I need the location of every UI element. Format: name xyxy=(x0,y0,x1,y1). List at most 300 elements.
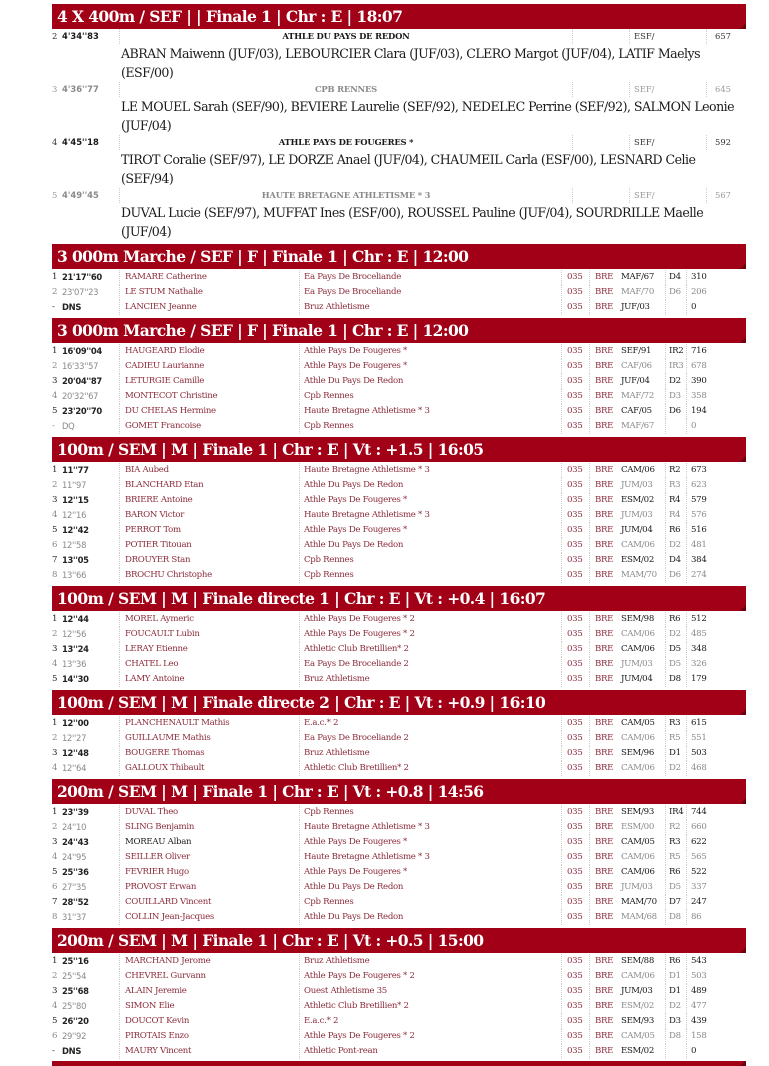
club-name[interactable]: Haute Bretagne Athletisme * 3 xyxy=(300,404,562,419)
time: 4'34''83 xyxy=(60,29,120,44)
time: 20'32''67 xyxy=(60,389,120,404)
level: D8 xyxy=(666,672,687,687)
points: 678 xyxy=(691,361,707,371)
category: SEF/ xyxy=(630,188,707,203)
points: 503 xyxy=(691,971,707,981)
league: BRE xyxy=(595,971,614,981)
club-name[interactable]: Athle Pays De Fougeres * 2 xyxy=(300,969,562,984)
department: 035 xyxy=(562,1014,590,1029)
level: D2 xyxy=(666,999,687,1014)
club-name[interactable]: E.a.c.* 2 xyxy=(300,716,562,731)
club-name: ATHLE DU PAYS DE REDON xyxy=(120,29,573,44)
club-name[interactable]: Athle Pays De Fougeres * xyxy=(300,835,562,850)
category: MAM/70 xyxy=(618,895,666,910)
points: 477 xyxy=(691,1001,707,1011)
athlete-name[interactable]: LAMY Antoine xyxy=(120,672,300,687)
time: 27''35 xyxy=(60,880,120,895)
category: CAM/05 xyxy=(618,1029,666,1044)
department: 035 xyxy=(562,716,590,731)
league: BRE xyxy=(595,882,614,892)
club-name[interactable]: Athle Du Pays De Redon xyxy=(300,478,562,493)
department: 035 xyxy=(562,657,590,672)
athlete-name[interactable]: BOUGERE Thomas xyxy=(120,746,300,761)
table-row xyxy=(52,523,746,538)
table-row xyxy=(52,880,746,895)
athlete-name[interactable]: POTIER Titouan xyxy=(120,538,300,553)
table-row xyxy=(52,672,746,687)
league: BRE xyxy=(595,376,614,386)
level: R3 xyxy=(666,478,687,493)
athlete-name[interactable]: BRIERE Antoine xyxy=(120,493,300,508)
category: MAM/68 xyxy=(618,910,666,925)
time: 24''43 xyxy=(60,835,120,850)
league: BRE xyxy=(595,302,614,312)
athlete-name[interactable]: DU CHELAS Hermine xyxy=(120,404,300,419)
section-header: 200m / SEM | M | Finale 1 | Chr : E | Vt : +0.8 | 14:56 xyxy=(52,779,746,804)
league: BRE xyxy=(595,1031,614,1041)
rank: 7 xyxy=(52,555,58,565)
athlete-name[interactable]: CADIEU Laurianne xyxy=(120,359,300,374)
points: 660 xyxy=(691,822,707,832)
club-name[interactable]: Cpb Rennes xyxy=(300,419,562,434)
table-row xyxy=(52,508,746,523)
department: 035 xyxy=(562,523,590,538)
league: BRE xyxy=(595,912,614,922)
club-name[interactable]: Ea Pays De Broceliande 2 xyxy=(300,731,562,746)
relay-section xyxy=(52,4,746,241)
department: 035 xyxy=(562,1044,590,1059)
category: MAM/70 xyxy=(618,568,666,583)
table-row xyxy=(52,642,746,657)
department: 035 xyxy=(562,984,590,999)
points: 274 xyxy=(691,570,707,580)
club-name[interactable]: Athletic Club Bretillien* 2 xyxy=(300,999,562,1014)
rank: 1 xyxy=(52,272,58,282)
time: 13''24 xyxy=(60,642,120,657)
level: D5 xyxy=(666,657,687,672)
club-name[interactable]: Cpb Rennes xyxy=(300,805,562,820)
rank: 5 xyxy=(52,867,58,877)
table-row xyxy=(52,954,746,969)
club-name[interactable]: Bruz Athletisme xyxy=(300,672,562,687)
level: D2 xyxy=(666,374,687,389)
athlete-name[interactable]: GOMET Francoise xyxy=(120,419,300,434)
level: R6 xyxy=(666,954,687,969)
points: 645 xyxy=(715,84,731,94)
club-name[interactable]: Haute Bretagne Athletisme * 3 xyxy=(300,850,562,865)
level: D4 xyxy=(666,553,687,568)
results-document xyxy=(52,4,746,1066)
league: BRE xyxy=(595,1001,614,1011)
points: 522 xyxy=(691,867,707,877)
points: 194 xyxy=(691,406,707,416)
rank: 3 xyxy=(52,84,58,94)
league: BRE xyxy=(595,1046,614,1056)
level: D5 xyxy=(666,642,687,657)
category: MAF/67 xyxy=(618,419,666,434)
time: 16'33''57 xyxy=(60,359,120,374)
rank: 8 xyxy=(52,570,58,580)
department: 035 xyxy=(562,820,590,835)
rank: 2 xyxy=(52,822,58,832)
category: CAM/06 xyxy=(618,761,666,776)
level: R6 xyxy=(666,865,687,880)
level: R2 xyxy=(666,820,687,835)
department: 035 xyxy=(562,895,590,910)
time: DNS xyxy=(60,300,120,315)
points: 310 xyxy=(691,272,707,282)
athlete-name[interactable]: HAUGEARD Elodie xyxy=(120,344,300,359)
club-name[interactable]: Athletic Club Bretillien* 2 xyxy=(300,642,562,657)
table-row xyxy=(52,300,746,315)
league: BRE xyxy=(595,852,614,862)
points: 158 xyxy=(691,1031,707,1041)
level: D6 xyxy=(666,404,687,419)
league: BRE xyxy=(595,807,614,817)
table-row xyxy=(52,865,746,880)
points: 337 xyxy=(691,882,707,892)
points: 326 xyxy=(691,659,707,669)
department: 035 xyxy=(562,612,590,627)
results-table xyxy=(52,269,746,315)
category: MAF/72 xyxy=(618,389,666,404)
relay-team-row xyxy=(52,82,746,97)
athlete-name[interactable]: MONTECOT Christine xyxy=(120,389,300,404)
department: 035 xyxy=(562,850,590,865)
rank: 2 xyxy=(52,971,58,981)
table-row xyxy=(52,493,746,508)
empty-cell xyxy=(573,188,630,203)
event-section xyxy=(52,779,746,925)
time: 25''36 xyxy=(60,865,120,880)
athlete-name[interactable]: SIMON Elie xyxy=(120,999,300,1014)
rank: 7 xyxy=(52,897,58,907)
athlete-name[interactable]: LE STUM Nathalie xyxy=(120,285,300,300)
time: DNS xyxy=(60,1044,120,1059)
athlete-name[interactable]: ALAIN Jeremie xyxy=(120,984,300,999)
table-row xyxy=(52,285,746,300)
league: BRE xyxy=(595,674,614,684)
department: 035 xyxy=(562,627,590,642)
results-table xyxy=(52,953,746,1059)
table-row xyxy=(52,1044,746,1059)
athlete-name[interactable]: MARCHAND Jerome xyxy=(120,954,300,969)
league: BRE xyxy=(595,421,614,431)
level: D1 xyxy=(666,984,687,999)
league: BRE xyxy=(595,465,614,475)
league: BRE xyxy=(595,480,614,490)
club-name[interactable]: Athle Du Pays De Redon xyxy=(300,880,562,895)
athlete-name[interactable]: CHEVREL Gurvann xyxy=(120,969,300,984)
department: 035 xyxy=(562,285,590,300)
category: JUM/03 xyxy=(618,984,666,999)
club-name[interactable]: Cpb Rennes xyxy=(300,568,562,583)
category: SEM/96 xyxy=(618,746,666,761)
section-header: 100m / SEM | M | Finale directe 2 | Chr : E | Vt : +0.9 | 16:10 xyxy=(52,690,746,715)
club-name[interactable]: Bruz Athletisme xyxy=(300,954,562,969)
rank: 4 xyxy=(52,137,58,147)
level: D1 xyxy=(666,746,687,761)
rank: 2 xyxy=(52,629,58,639)
time: 12''64 xyxy=(60,761,120,776)
table-row xyxy=(52,404,746,419)
club-name[interactable]: E.a.c.* 2 xyxy=(300,1014,562,1029)
athlete-name[interactable]: BIA Aubed xyxy=(120,463,300,478)
empty-cell xyxy=(573,82,630,97)
league: BRE xyxy=(595,570,614,580)
time: 12''48 xyxy=(60,746,120,761)
department: 035 xyxy=(562,835,590,850)
athlete-name[interactable]: MAURY Vincent xyxy=(120,1044,300,1059)
club-name[interactable]: Cpb Rennes xyxy=(300,389,562,404)
level: IR2 xyxy=(666,344,687,359)
athlete-name[interactable]: RAMARE Catherine xyxy=(120,270,300,285)
athlete-name[interactable]: DUVAL Theo xyxy=(120,805,300,820)
category: JUM/04 xyxy=(618,672,666,687)
time: DQ xyxy=(60,419,120,434)
time: 11''97 xyxy=(60,478,120,493)
relay-members: ABRAN Maiwenn (JUF/03), LEBOURCIER Clara (JUF/03), CLERO Margot (JUF/04), LATIF Maelys (ESF/00) xyxy=(121,46,700,80)
time: 25''54 xyxy=(60,969,120,984)
club-name[interactable]: Athle Du Pays De Redon xyxy=(300,910,562,925)
category: CAM/06 xyxy=(618,642,666,657)
athlete-name[interactable]: GUILLAUME Mathis xyxy=(120,731,300,746)
athlete-name[interactable]: COUILLARD Vincent xyxy=(120,895,300,910)
club-name[interactable]: Haute Bretagne Athletisme * 3 xyxy=(300,463,562,478)
points: 0 xyxy=(691,1046,697,1056)
section-header: 200m / SEM | M | Finale 1 | Chr : E | Vt : +0.5 | 15:00 xyxy=(52,928,746,953)
rank: 2 xyxy=(52,287,58,297)
club-name[interactable]: Athle Pays De Fougeres * xyxy=(300,493,562,508)
athlete-name[interactable]: CHATEL Leo xyxy=(120,657,300,672)
category: CAM/06 xyxy=(618,969,666,984)
table-row xyxy=(52,1014,746,1029)
club-name[interactable]: Athle Pays De Fougeres * xyxy=(300,865,562,880)
league: BRE xyxy=(595,718,614,728)
level: R5 xyxy=(666,731,687,746)
athlete-name[interactable]: BARON Victor xyxy=(120,508,300,523)
athlete-name[interactable]: COLLIN Jean-Jacques xyxy=(120,910,300,925)
table-row xyxy=(52,374,746,389)
table-row xyxy=(52,538,746,553)
points: 623 xyxy=(691,480,707,490)
league: BRE xyxy=(595,837,614,847)
points: 0 xyxy=(691,302,697,312)
category: CAM/06 xyxy=(618,627,666,642)
time: 23'07''23 xyxy=(60,285,120,300)
club-name[interactable]: Athle Pays De Fougeres * xyxy=(300,523,562,538)
athlete-name[interactable]: LETURGIE Camille xyxy=(120,374,300,389)
club-name: ATHLE PAYS DE FOUGERES * xyxy=(120,135,573,150)
table-row xyxy=(52,657,746,672)
table-row xyxy=(52,999,746,1014)
level: R4 xyxy=(666,508,687,523)
category: CAM/06 xyxy=(618,731,666,746)
time: 25''80 xyxy=(60,999,120,1014)
category: JUM/03 xyxy=(618,508,666,523)
level: R6 xyxy=(666,612,687,627)
points: 390 xyxy=(691,376,707,386)
points: 673 xyxy=(691,465,707,475)
category: SEF/ xyxy=(630,82,707,97)
level: R5 xyxy=(666,850,687,865)
rank: 5 xyxy=(52,1016,58,1026)
time: 13''36 xyxy=(60,657,120,672)
time: 20'04''87 xyxy=(60,374,120,389)
athlete-name[interactable]: LERAY Etienne xyxy=(120,642,300,657)
points: 744 xyxy=(691,807,707,817)
level: D2 xyxy=(666,761,687,776)
athlete-name[interactable]: PERROT Tom xyxy=(120,523,300,538)
table-row xyxy=(52,746,746,761)
level: R2 xyxy=(666,463,687,478)
time: 12''58 xyxy=(60,538,120,553)
club-name[interactable]: Athle Pays De Fougeres * xyxy=(300,359,562,374)
table-row xyxy=(52,478,746,493)
level: D1 xyxy=(666,969,687,984)
category: JUF/03 xyxy=(618,300,666,315)
category: ESM/02 xyxy=(618,1044,666,1059)
league: BRE xyxy=(595,867,614,877)
department: 035 xyxy=(562,478,590,493)
league: BRE xyxy=(595,897,614,907)
club-name[interactable]: Ea Pays De Broceliande xyxy=(300,285,562,300)
category: ESM/02 xyxy=(618,493,666,508)
rank: 5 xyxy=(52,525,58,535)
club-name[interactable]: Ouest Athletisme 35 xyxy=(300,984,562,999)
department: 035 xyxy=(562,746,590,761)
club-name[interactable]: Athletic Club Bretillien* 2 xyxy=(300,761,562,776)
time: 4'45''18 xyxy=(60,135,120,150)
department: 035 xyxy=(562,359,590,374)
league: BRE xyxy=(595,986,614,996)
department: 035 xyxy=(562,344,590,359)
athlete-name[interactable]: SEILLER Oliver xyxy=(120,850,300,865)
level xyxy=(666,300,687,315)
table-row xyxy=(52,850,746,865)
athlete-name[interactable]: PLANCHENAULT Mathis xyxy=(120,716,300,731)
athlete-name[interactable]: PIROTAIS Enzo xyxy=(120,1029,300,1044)
rank: 2 xyxy=(52,480,58,490)
table-row xyxy=(52,820,746,835)
table-row xyxy=(52,627,746,642)
category: CAM/06 xyxy=(618,538,666,553)
club-name[interactable]: Athletic Pont-rean xyxy=(300,1044,562,1059)
table-row xyxy=(52,419,746,434)
club-name[interactable]: Haute Bretagne Athletisme * 3 xyxy=(300,508,562,523)
section-header: 3 000m Marche / SEF | F | Finale 1 | Chr : E | 12:00 xyxy=(52,244,746,269)
league: BRE xyxy=(595,272,614,282)
athlete-name[interactable]: MOREAU Alban xyxy=(120,835,300,850)
category: MAF/70 xyxy=(618,285,666,300)
points: 468 xyxy=(691,763,707,773)
points: 179 xyxy=(691,674,707,684)
points: 348 xyxy=(691,644,707,654)
athlete-name[interactable]: MOREL Aymeric xyxy=(120,612,300,627)
athlete-name[interactable]: BROCHU Christophe xyxy=(120,568,300,583)
athlete-name[interactable]: GALLOUX Thibault xyxy=(120,761,300,776)
club-name: HAUTE BRETAGNE ATHLETISME * 3 xyxy=(120,188,573,203)
points: 206 xyxy=(691,287,707,297)
club-name[interactable]: Athle Pays De Fougeres * 2 xyxy=(300,627,562,642)
athlete-name[interactable]: DOUCOT Kevin xyxy=(120,1014,300,1029)
rank: - xyxy=(52,1046,55,1056)
athlete-name[interactable]: BLANCHARD Etan xyxy=(120,478,300,493)
club-name[interactable]: Athle Pays De Fougeres * 2 xyxy=(300,612,562,627)
time: 23''39 xyxy=(60,805,120,820)
rank: 1 xyxy=(52,807,58,817)
time: 12''56 xyxy=(60,627,120,642)
department: 035 xyxy=(562,389,590,404)
points: 489 xyxy=(691,986,707,996)
club-name[interactable]: Ea Pays De Broceliande xyxy=(300,270,562,285)
club-name[interactable]: Athle Du Pays De Redon xyxy=(300,374,562,389)
rank: 2 xyxy=(52,733,58,743)
event-section xyxy=(52,586,746,687)
club-name[interactable]: Bruz Athletisme xyxy=(300,746,562,761)
club-name[interactable]: Bruz Athletisme xyxy=(300,300,562,315)
points: 579 xyxy=(691,495,707,505)
rank: 1 xyxy=(52,465,58,475)
club-name[interactable]: Athle Du Pays De Redon xyxy=(300,538,562,553)
level xyxy=(666,419,687,434)
category: CAM/06 xyxy=(618,463,666,478)
time: 26''20 xyxy=(60,1014,120,1029)
department: 035 xyxy=(562,270,590,285)
department: 035 xyxy=(562,880,590,895)
category: SEM/88 xyxy=(618,954,666,969)
athlete-name[interactable]: FEVRIER Hugo xyxy=(120,865,300,880)
league: BRE xyxy=(595,540,614,550)
points: 384 xyxy=(691,555,707,565)
level: D3 xyxy=(666,389,687,404)
athlete-name[interactable]: SLING Benjamin xyxy=(120,820,300,835)
rank: 6 xyxy=(52,882,58,892)
category: JUM/03 xyxy=(618,657,666,672)
table-row xyxy=(52,761,746,776)
points: 576 xyxy=(691,510,707,520)
club-name[interactable]: Ea Pays De Broceliande 2 xyxy=(300,657,562,672)
event-section xyxy=(52,318,746,434)
athlete-name[interactable]: FOUCAULT Lubin xyxy=(120,627,300,642)
level: R4 xyxy=(666,493,687,508)
relay-team-row xyxy=(52,29,746,44)
league: BRE xyxy=(595,287,614,297)
club-name[interactable]: Athle Pays De Fougeres * 2 xyxy=(300,1029,562,1044)
league: BRE xyxy=(595,555,614,565)
time: 13''66 xyxy=(60,568,120,583)
rank: 1 xyxy=(52,718,58,728)
points: 543 xyxy=(691,956,707,966)
athlete-name[interactable]: DROUYER Stan xyxy=(120,553,300,568)
athlete-name[interactable]: LANCIEN Jeanne xyxy=(120,300,300,315)
rank: 4 xyxy=(52,852,58,862)
category: ESM/00 xyxy=(618,820,666,835)
time: 28''52 xyxy=(60,895,120,910)
points: 615 xyxy=(691,718,707,728)
rank: 5 xyxy=(52,674,58,684)
club-name[interactable]: Cpb Rennes xyxy=(300,895,562,910)
athlete-name[interactable]: PROVOST Erwan xyxy=(120,880,300,895)
section-header: 4 X 400m / SEF | | Finale 1 | Chr : E | 18:07 xyxy=(52,4,746,29)
time: 23'20''70 xyxy=(60,404,120,419)
category: CAM/06 xyxy=(618,865,666,880)
relay-teams xyxy=(52,29,746,241)
club-name[interactable]: Haute Bretagne Athletisme * 3 xyxy=(300,820,562,835)
league: BRE xyxy=(595,361,614,371)
club-name[interactable]: Cpb Rennes xyxy=(300,553,562,568)
club-name[interactable]: Athle Pays De Fougeres * xyxy=(300,344,562,359)
